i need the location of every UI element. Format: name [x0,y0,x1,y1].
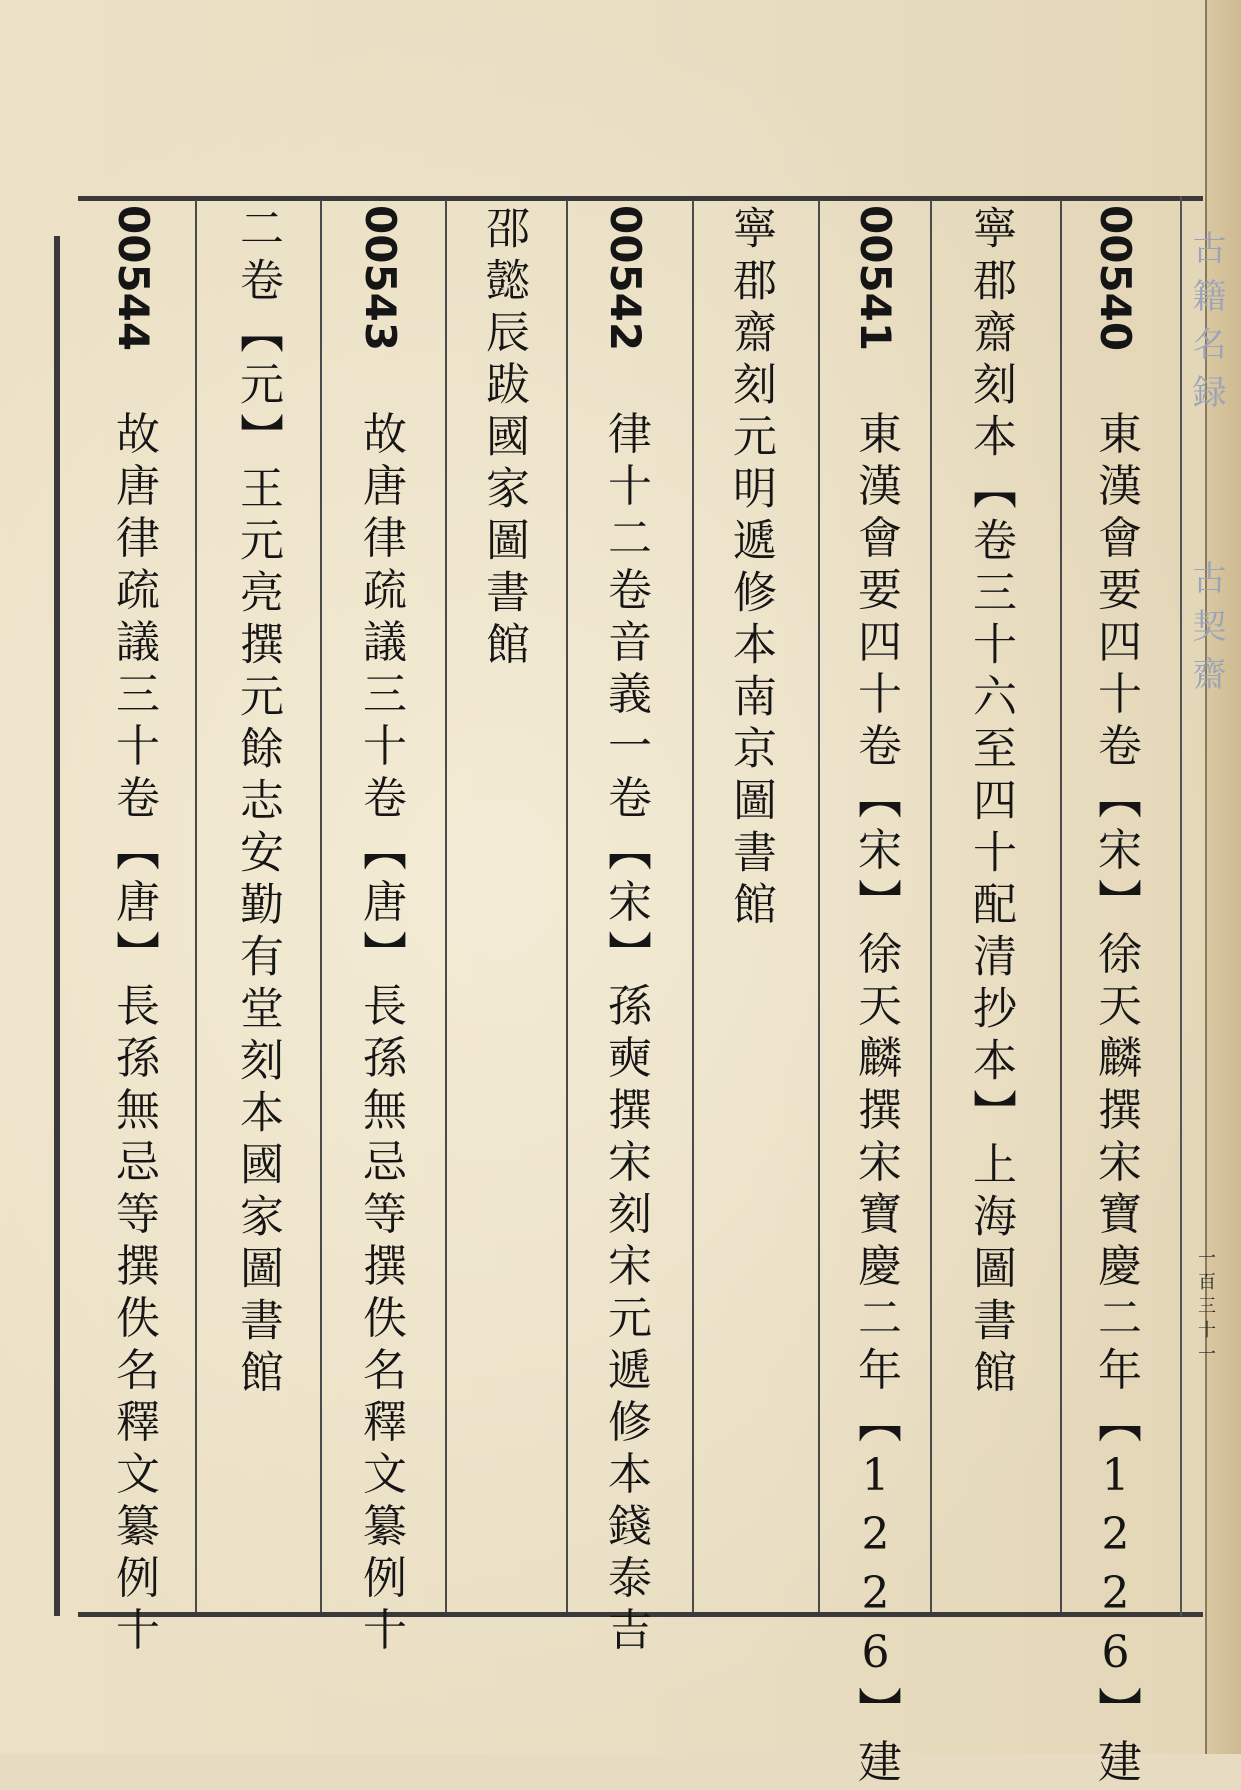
entry-id: 00543 [356,205,405,352]
entry-number: 故唐律疏議三十卷【唐】長孫無忌等撰佚名釋文纂例十 [108,410,159,1659]
entry-00541-line-1 [850,205,900,1790]
entry-number: 東漢會要四十卷【宋】徐天麟撰宋寶慶二年【1226】建 [850,410,901,1790]
entry-continuation: 寧郡齋刻元明遞修本南京圖書館 [725,205,776,933]
entry-00540-line-1 [1090,205,1140,1790]
column-rule [930,200,932,1612]
frame-top-border [78,196,1203,201]
entry-id: 00544 [109,205,158,352]
entry-00541-line-2 [725,205,775,933]
entry-id: 00541 [851,205,900,352]
frame-left-border [54,236,60,1616]
column-rule [195,200,197,1612]
entry-number: 東漢會要四十卷【宋】徐天麟撰宋寶慶二年【1226】建 [1090,410,1141,1790]
column-rule [818,200,820,1612]
column-rule [320,200,322,1612]
column-rule [692,200,694,1612]
entry-00542-line-1 [600,205,650,1658]
entry-continuation: 寧郡齋刻本【卷三十六至四十配清抄本】上海圖書館 [965,205,1016,1401]
column-rule [566,200,568,1612]
entry-00543-line-1 [355,205,405,1658]
entry-00544-line-1 [108,205,158,1658]
series-title: 古籍名録 [1186,230,1226,422]
entry-number: 律十二卷音義一卷【宋】孫奭撰宋刻宋元遞修本錢泰吉 [600,410,651,1659]
entry-00542-line-2 [478,205,528,673]
entry-00543-line-2 [232,205,282,1401]
publisher-mark: 古契齋 [1186,560,1226,704]
page-number: 一百三十一 [1195,1248,1216,1368]
entry-number: 故唐律疏議三十卷【唐】長孫無忌等撰佚名釋文纂例十 [355,410,406,1659]
entry-id: 00542 [601,205,650,352]
entry-00540-line-2 [965,205,1015,1401]
entry-continuation: 二卷【元】王元亮撰元餘志安勤有堂刻本國家圖書館 [232,205,283,1401]
entry-id: 00540 [1091,205,1140,352]
column-rule [445,200,447,1612]
column-rule [1060,200,1062,1612]
entry-continuation: 邵懿辰跋國家圖書館 [478,205,529,673]
